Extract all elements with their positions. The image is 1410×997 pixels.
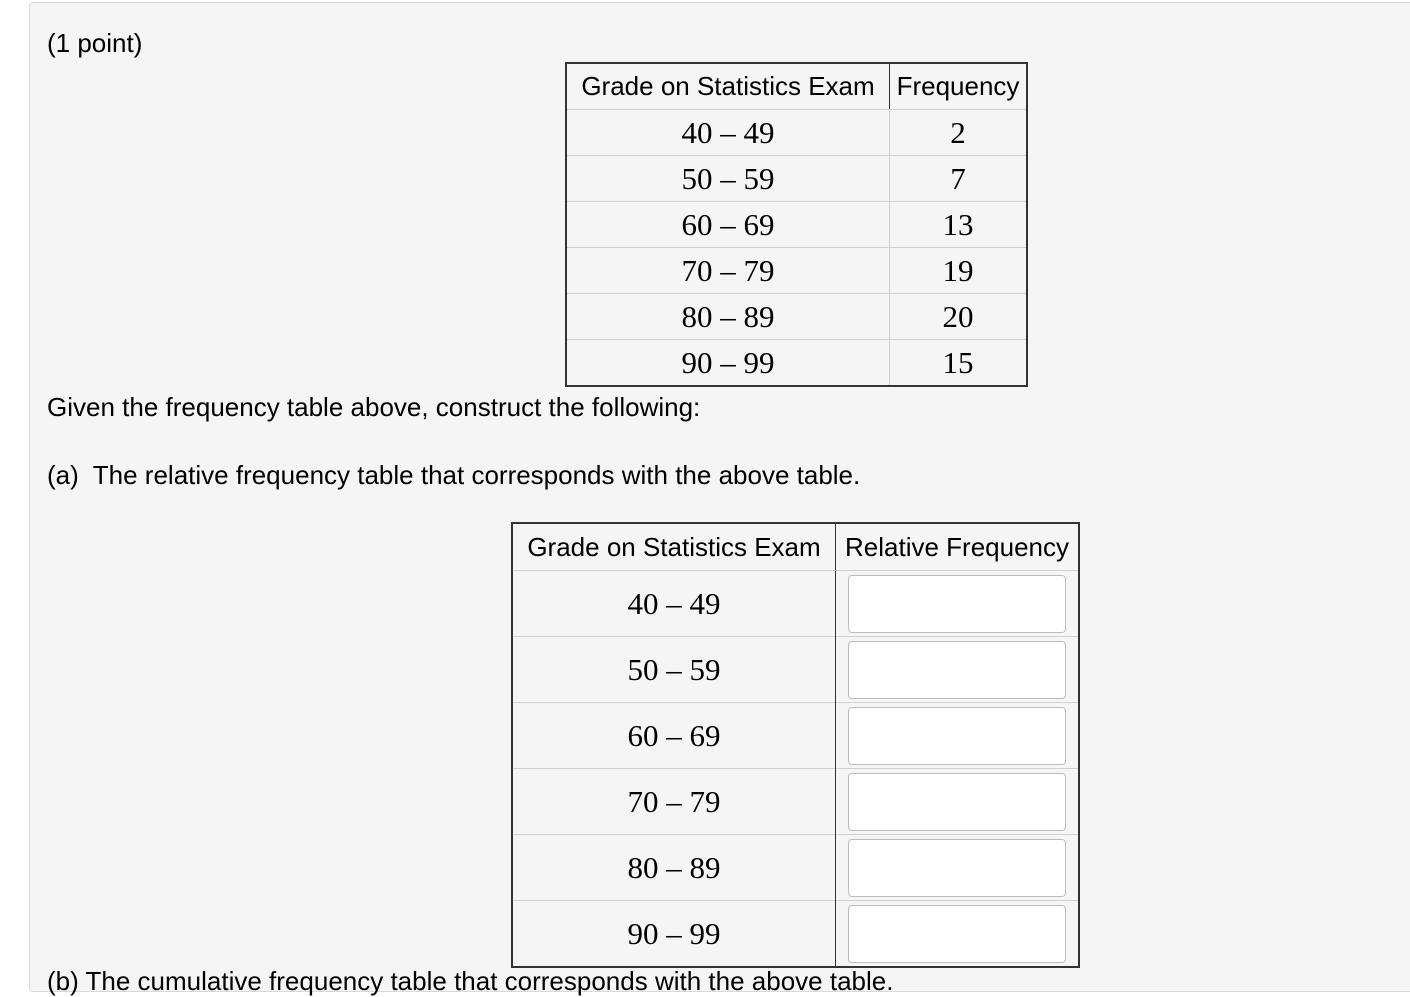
table-header-row — [566, 63, 1027, 110]
grade-cell: 80 – 89 — [512, 835, 836, 901]
relative-frequency-input-90-99[interactable] — [848, 905, 1066, 963]
table-row — [566, 248, 1027, 294]
points-label: (1 point) — [47, 28, 143, 58]
frequency-cell: 19 — [890, 248, 1028, 294]
answer-cell — [836, 835, 1080, 901]
table-row — [566, 110, 1027, 156]
table-row — [512, 901, 1079, 968]
table-row — [512, 769, 1079, 835]
grade-column-header: Grade on Statistics Exam — [512, 523, 836, 571]
grade-column-header: Grade on Statistics Exam — [566, 63, 890, 110]
grade-cell: 60 – 69 — [566, 202, 890, 248]
table-row — [512, 571, 1079, 637]
part-a-label: (a) — [47, 460, 79, 490]
grade-cell: 80 – 89 — [566, 294, 890, 340]
relative-frequency-input-70-79[interactable] — [848, 773, 1066, 831]
given-frequency-table — [565, 62, 1028, 387]
grade-cell: 50 – 59 — [512, 637, 836, 703]
problem-container — [29, 2, 1410, 996]
part-a-prompt — [47, 459, 860, 491]
grade-cell: 50 – 59 — [566, 156, 890, 202]
frequency-cell: 2 — [890, 110, 1028, 156]
relative-frequency-column-header: Relative Frequency — [836, 523, 1080, 571]
table-row — [512, 637, 1079, 703]
answer-cell — [836, 703, 1080, 769]
relative-frequency-input-80-89[interactable] — [848, 839, 1066, 897]
table-header-row — [512, 523, 1079, 571]
table-row — [566, 340, 1027, 387]
grade-cell: 40 – 49 — [566, 110, 890, 156]
relative-frequency-input-50-59[interactable] — [848, 641, 1066, 699]
part-b-prompt-cutoff: (b) The cumulative frequency table that corresponds with the above table. — [47, 966, 894, 996]
table-row — [512, 703, 1079, 769]
frequency-cell: 15 — [890, 340, 1028, 387]
grade-cell: 70 – 79 — [512, 769, 836, 835]
table-row — [566, 294, 1027, 340]
part-a-text: The relative frequency table that corresponds with the above table. — [92, 460, 861, 490]
answer-cell — [836, 571, 1080, 637]
frequency-cell: 13 — [890, 202, 1028, 248]
answer-cell — [836, 901, 1080, 968]
table-row — [566, 202, 1027, 248]
instruction-text: Given the frequency table above, construct the following: — [47, 392, 701, 422]
frequency-cell: 20 — [890, 294, 1028, 340]
frequency-column-header: Frequency — [890, 63, 1028, 110]
table-row — [512, 835, 1079, 901]
relative-frequency-input-40-49[interactable] — [848, 575, 1066, 633]
answer-cell — [836, 769, 1080, 835]
relative-frequency-table — [511, 522, 1080, 968]
grade-cell: 40 – 49 — [512, 571, 836, 637]
answer-cell — [836, 637, 1080, 703]
table-row — [566, 156, 1027, 202]
grade-cell: 90 – 99 — [512, 901, 836, 968]
grade-cell: 90 – 99 — [566, 340, 890, 387]
relative-frequency-input-60-69[interactable] — [848, 707, 1066, 765]
grade-cell: 70 – 79 — [566, 248, 890, 294]
frequency-cell: 7 — [890, 156, 1028, 202]
grade-cell: 60 – 69 — [512, 703, 836, 769]
